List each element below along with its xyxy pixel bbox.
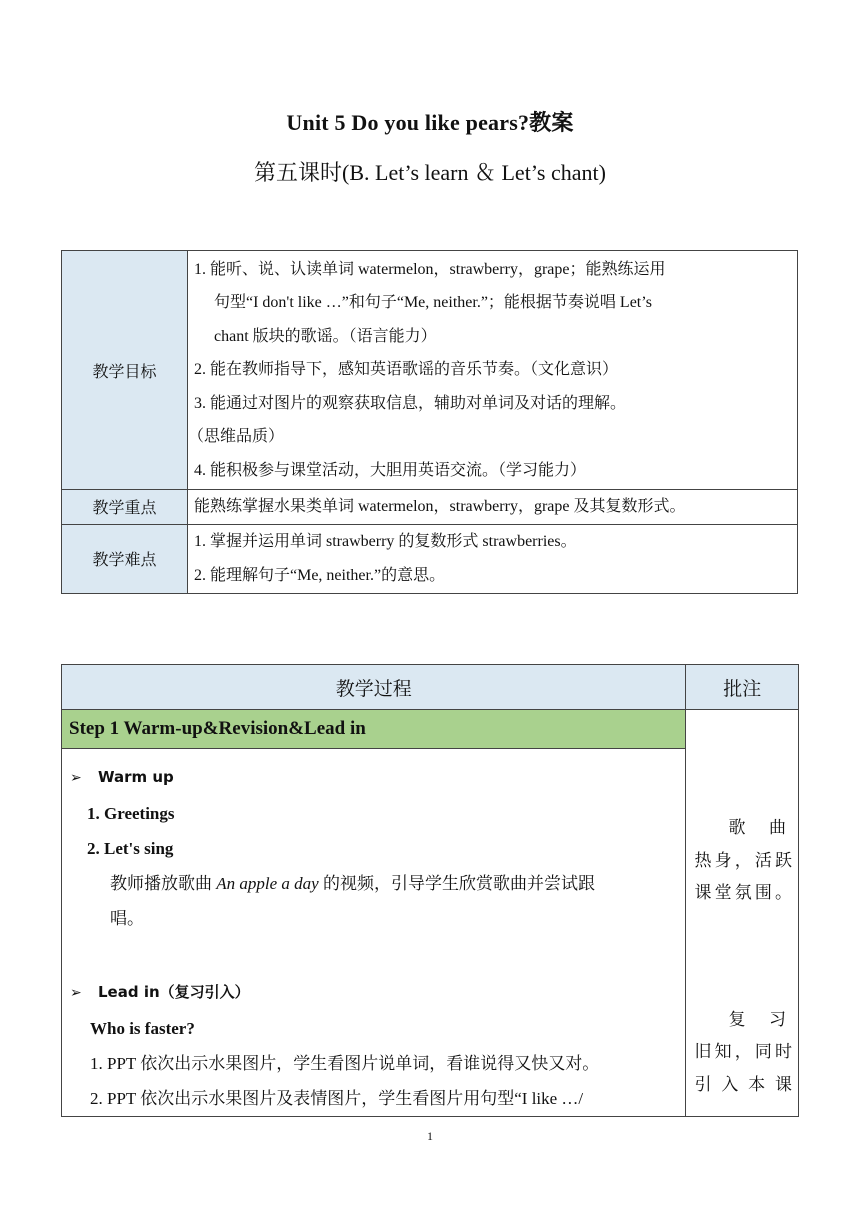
arrow-bullet-icon: ➢ <box>70 986 82 1001</box>
sing-description-end: 唱。 <box>110 909 144 928</box>
objectives-label: 教学目标 <box>62 251 188 490</box>
page-number: 1 <box>427 1129 433 1143</box>
note-line: 引 入 本 课 <box>694 1074 792 1094</box>
note-line: 热身，活跃 <box>694 850 792 870</box>
objective-line: chant 版块的歌谣。（语言能力） <box>214 327 437 345</box>
note-line: 歌 曲 <box>728 818 786 837</box>
leadin-item: 1. PPT 依次出示水果图片，学生看图片说单词，看谁说得又快又对。 <box>90 1054 600 1073</box>
objective-line: 4. 能积极参与课堂活动，大胆用英语交流。（学习能力） <box>194 461 587 479</box>
arrow-bullet-icon: ➢ <box>70 771 82 786</box>
process-table <box>61 664 799 1117</box>
difficulties-label: 教学难点 <box>62 524 188 593</box>
greetings-item: 1. Greetings <box>87 804 175 823</box>
leadin-subheading: Who is faster? <box>90 1019 195 1038</box>
key-points-content <box>188 490 798 525</box>
note-line: 复 习 <box>728 1009 786 1029</box>
difficulties-content <box>188 524 798 593</box>
notes-cell <box>686 710 799 1117</box>
leadin-heading: ➢ Lead in（复习引入） <box>70 974 677 1011</box>
objective-line: 2. 能在教师指导下，感知英语歌谣的音乐节奏。（文化意识） <box>194 361 619 379</box>
note-line: 旧知，同时 <box>694 1042 792 1061</box>
leadin-item: 2. PPT 依次出示水果图片及表情图片，学生看图片用句型“I like …/ <box>90 1089 584 1108</box>
objectives-table <box>61 250 798 594</box>
lets-sing-item: 2. Let's sing <box>87 839 174 858</box>
key-point-line: 能熟练掌握水果类单词 watermelon，strawberry，grape 及其复数形式。 <box>194 498 686 515</box>
notes-header: 批注 <box>686 665 799 710</box>
objective-line: 句型“I don't like …”和句子“Me, neither.”；能根据节奏说唱 Let’s <box>214 294 652 312</box>
objectives-content <box>188 251 798 490</box>
process-header: 教学过程 <box>62 665 686 710</box>
objective-line: 1. 能听、说、认读单词 watermelon，strawberry，grape；能熟练运用 <box>194 260 666 278</box>
document-subtitle: 第五课时(B. Let’s learn ＆ Let’s chant) <box>254 160 606 185</box>
objective-line: （思维品质） <box>188 428 285 446</box>
difficulty-line: 2. 能理解句子“Me, neither.”的意思。 <box>194 566 446 584</box>
step1-content <box>62 749 686 1117</box>
key-points-label: 教学重点 <box>62 490 188 525</box>
difficulty-line: 1. 掌握并运用单词 strawberry 的复数形式 strawberries。 <box>194 533 577 550</box>
step1-title: Step 1 Warm-up&Revision&Lead in <box>62 710 686 749</box>
objective-line: 3. 能通过对图片的观察获取信息，辅助对单词及对话的理解。 <box>194 394 627 412</box>
note-line: 课堂氛围。 <box>694 883 792 902</box>
warmup-heading: ➢ Warm up <box>70 759 677 796</box>
document-title: Unit 5 Do you like pears?教案 <box>286 110 574 135</box>
song-title: An apple a day <box>216 874 319 893</box>
sing-description: 教师播放歌曲 An apple a day 的视频，引导学生欣赏歌曲并尝试跟 <box>110 874 595 893</box>
